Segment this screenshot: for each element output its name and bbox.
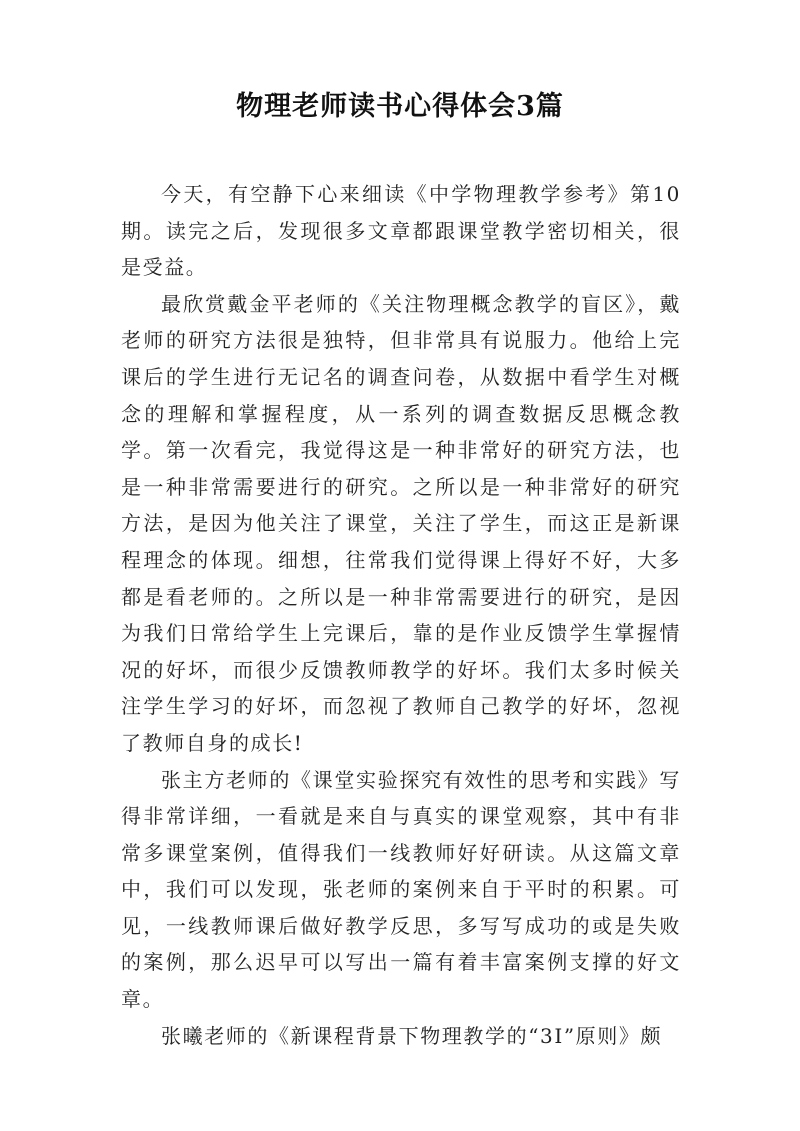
paragraph-1: 今天，有空静下心来细读《中学物理教学参考》第10期。读完之后，发现很多文章都跟课堂教学密切相关，很是受益。 [121,182,681,280]
paragraph-2: 最欣赏戴金平老师的《关注物理概念教学的盲区》，戴老师的研究方法很是独特，但非常具有说服力。他给上完课后的学生进行无记名的调查问卷，从数据中看学生对概念的理解和掌握程度，从一系列的调查数据反思概念教学。第一次看完，我觉得这是一种非常好的研究方法，也是一种非常需要进行的研究。之所以是一种非常好的研究方法，是因为他关注了课堂，关注了学生，而这正是新课程理念的体现。细想，往常我们觉得课上得好不好，大多都是看老师的。之所以是一种非常需要进行的研究，是因为我们日常给学生上完课后，靠的是作业反馈学生掌握情况的好坏，而很少反馈教师教学的好坏。我们太多时候关注学生学习的好坏，而忽视了教师自己教学的好坏，忽视了教师自身的成长! [121,291,681,755]
paragraph-3: 张主方老师的《课堂实验探究有效性的思考和实践》写得非常详细，一看就是来自与真实的课堂观察，其中有非常多课堂案例，值得我们一线教师好好研读。从这篇文章中，我们可以发现，张老师的案例来自于平时的积累。可见，一线教师课后做好教学反思，多写写成功的或是失败的案例，那么迟早可以写出一篇有着丰富案例支撑的好文章。 [121,767,681,1012]
page-title: 物理老师读书心得体会3篇 [236,91,564,122]
document-body [121,176,681,1054]
paragraph-4: 张曦老师的《新课程背景下物理教学的“3I”原则》颇 [161,1023,663,1048]
